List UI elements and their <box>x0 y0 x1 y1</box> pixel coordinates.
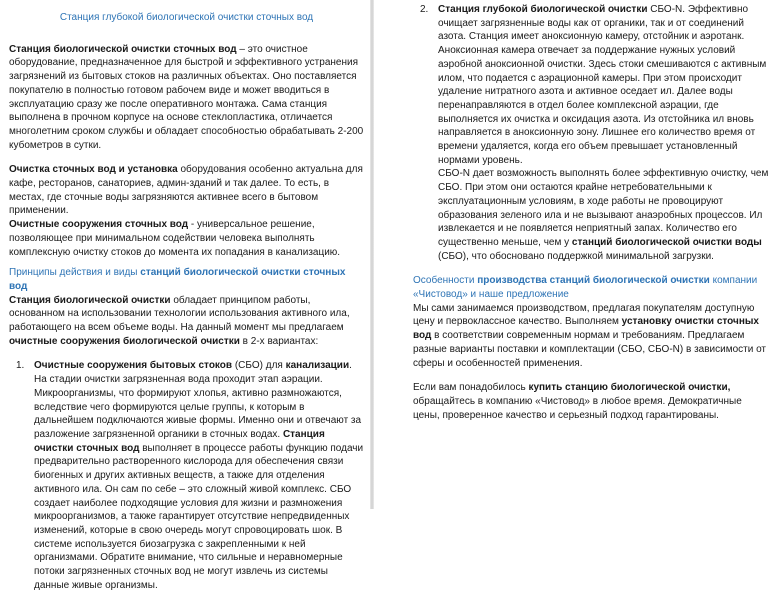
solution-paragraph <box>9 218 364 259</box>
principles-paragraph: Станция биологической очистки обладает принципом работы, основанном на использовании технологии использования активного ила, работающего на всем объеме воды. На данный момент мы предлагаем очистные сооружения биологической очистки в 2-х вариантах: <box>9 294 350 347</box>
section-heading-features: Особенности производства станций биологической очистки компании «Чистовод» и наше предложение <box>413 275 758 301</box>
intro-bold: Станция биологической очистки сточных вод <box>9 43 237 55</box>
section-heading-principles: Принципы действия и виды станций биологической очистки сточных вод <box>9 267 346 292</box>
list-number: 1. <box>16 360 25 372</box>
usage-paragraph <box>9 163 364 218</box>
document-title: Станция глубокой биологической очистки сточных вод <box>59 12 314 23</box>
usage-bold: Очистка сточных вод и установка <box>9 164 178 176</box>
document-page-left <box>0 0 372 591</box>
solution-text: - универсальное решение, позволяющее при минимальном содействии человека выполнять комплексную очистку стоков до момента их попадания в канализацию. <box>9 219 341 258</box>
solution-bold: Очистные сооружения сточных вод <box>9 219 189 231</box>
offer-paragraph: Мы сами занимаемся производством, предлагая покупателям доступную цену и первоклассное качество. Выполняем установку очистки сточных вод в соответствии современным нормам и требованиям. Предлагаем разные варианты поставки и комплектации (СБО, СБО-N) в зависимости от сферы и особенностей применения. <box>413 302 767 369</box>
intro-paragraph <box>9 43 364 153</box>
contact-paragraph: Если вам понадобилось купить станцию биологической очистки, обращайтесь в компанию «Чистовод» в любое время. Демократичные цены, проверенное качество и серьезный подход гарантированы. <box>413 382 742 421</box>
sbo-n-paragraph: СБО-N дает возможность выполнять более эффективную очистку, чем СБО. При этом они остаются крайне нетребовательными к эксплуатационным условиям, в ходе работы не провоцируют образования зеленого ила и не вызывают анаэробных процессов. Ил извлекается и не появляется неприятный запах. Количество его существенно меньше, чем у станций биологической очистки воды (СБО), что обосновано поддержкой минимальной загрузки. <box>438 168 769 262</box>
intro-text: – это очистное оборудование, предназначенное для быстрой и эффективного устранения загрязнений из бытовых стоков на различных объектах. Оно поставляется покупателю в полностью готовом рабочем виде и может вводиться в эксплуатацию сразу же после оперативного монтажа. Сама станция выполнена в прочном корпусе на основе стеклопластика, отличается многолетним сроком службы и обладает способностью обрабатывать 2-200 кубометров в сутки. <box>9 43 364 151</box>
list-number: 2. <box>420 4 429 15</box>
variants-list <box>9 359 364 592</box>
document-page-right <box>374 0 781 509</box>
list-item-sbo-n: 2. Станция глубокой биологической очистки СБО-N. Эффективно очищает загрязненные воды как от органики, так и от соединений азота. Станция имеет аноксионную камеру, отстойник и аэротанк. Аноксионная камера отвечает за поддержание нужных условий аэробной аноксионной очистки. Здесь стоки смешиваются с активным илом, что подается с аэрационной камеры. При этом происходит удаление нитратного азота и активное оседает ил. Далее воды перенаправляются в отдел более комплексной аэрации, где выполняется их очистка и оксидация азота. Из отстойника ил вновь направляется в аноксионную зону. Лишнее его количество время от времени удаляется, когда его объем превышает установленный нормами уровень. СБО-N дает возможность выполнять более эффективную очистку, чем СБО. При этом они остаются крайне нетребовательными к эксплуатационным условиям, в ходе работы не провоцируют образования зеленого ила и не вызывают анаэробных процессов. Ил извлекается и не появляется неприятный запах. Количество его существенно меньше, чем у станций биологической очистки воды (СБО), что обосновано поддержкой минимальной загрузки. <box>438 3 771 263</box>
usage-text: оборудования особенно актуальна для кафе, ресторанов, санаториев, админ-зданий и так далее. То есть, в местах, где сточные воды загрязняются активнее всего в бытовом применении. <box>9 164 363 217</box>
list-item-sbo: 1. Очистные сооружения бытовых стоков (СБО) для канализации. На стадии очистки загрязненная вода проходит этап аэрации. Микроорганизмы, что формируют хлопья, активно размножаются, вследствие чего формируются целые группы, к которым в дальнейшем подключаются живые формы. Именно они и отвечают за разложение загрязненной органики в сточных водах. Станция очистки сточных вод выполняет в процессе работы функцию подачи предварительно растворенного кислорода для обеспечения связи биогенных и других активных веществ, а также для отделения активного ила. Он сам по себе – это сложный живой комплекс. СБО создает наиболее подходящие условия для жизни и размножения микроорганизмов, а также гарантирует отсутствие непредвиденных изменений, которые в свою очередь могут спровоцировать шок. В системе используется биозагрузка с закрепленными к ней организмами. Обратите внимание, что сильные и неравномерные потоки загрязненных сточных вод не могут извлечь из системы данные живые организмы. <box>16 360 364 591</box>
variants-list-continued <box>413 3 771 263</box>
